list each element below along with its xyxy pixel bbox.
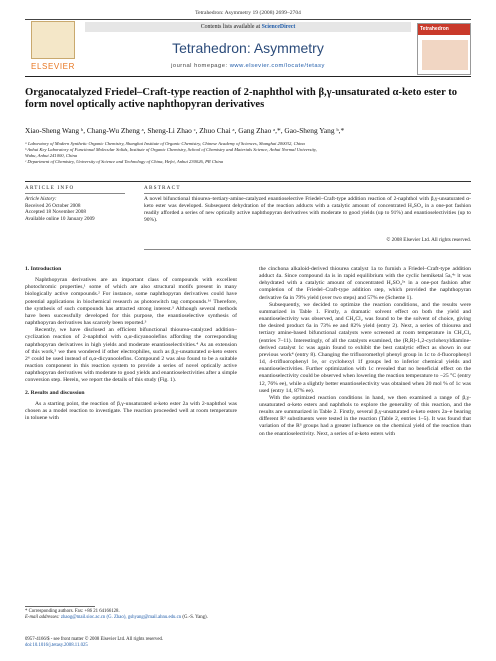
results-paragraph-2: Subsequently, we decided to optimize the reaction conditions, and the results were summarized in Table 1. Firstly, a dramatic solvent effect on both the yield and enantioselectivity was observed, and CH₂Cl₂ was found to be the solvent of choice, giving the desired product 6a in 73% ee and 82% yield (entry 2). Next, a series of thiourea and tertiary amine-based bifunctional catalysts were screened at room temperature in CH₂Cl₂ (entries 7–11). Interestingly, of all the catalysts examined, the (R,R)-1,2-cyclohexyldiamine-derived catalyst 1c was again found to exhibit the best catalytic effect as shown in our previous work⁴ (entry 8). Changing the trifluoromethyl phenyl group in 1c to 4-fluorophenyl 1d, 4-trifluorophenyl 1e, or cyclohexyl 1f groups led to inferior chemical yields and enantioselectivities. Further optimization with 1c revealed that no beneficial effect on the enantioselectivity could be observed when lowering the reaction temperature to −25 °C (entry 12, 76% ee), while a slightly better enantioselectivity was obtained when 20 mol % of 1c was used (entry 14, 87% ee). [259, 301, 471, 394]
email-links[interactable]: zhaog@mail.sioc.ac.cn (G. Zhao), gshyang@mail.ahnu.edu.cn [60, 615, 182, 620]
article-title: Organocatalyzed Friedel–Craft-type reaction of 2-naphthol with β,γ-unsaturated α-keto ester to form novel optically active naphthopyran derivatives [25, 87, 458, 111]
elsevier-wordmark: ELSEVIER [31, 62, 75, 71]
footnote-rule [25, 606, 95, 607]
cover-artwork [422, 40, 468, 70]
homepage-link[interactable]: www.elsevier.com/locate/tetasy [229, 63, 325, 69]
corresponding-note: * Corresponding authors. Fax: +86 21 64166128. [25, 609, 120, 614]
abstract-rule [144, 193, 471, 194]
online-date: Available online 10 January 2009 [25, 215, 95, 222]
running-head: Tetrahedron: Asymmetry 19 (2008) 2699–2704 [195, 10, 301, 16]
cover-title: Tetrahedron [420, 26, 449, 32]
journal-homepage [85, 63, 411, 69]
elsevier-logo[interactable] [25, 21, 81, 73]
banner-bottom-rule [25, 76, 471, 77]
accepted-date: Accepted 18 November 2008 [25, 209, 86, 216]
journal-banner [25, 19, 471, 77]
contents-availability [85, 22, 411, 32]
doi-link[interactable]: doi:10.1016/j.tetasy.2008.11.025 [25, 643, 88, 648]
header-divider [25, 181, 471, 182]
intro-paragraph-1: Naphthopyran derivatives are an important class of compounds with excellent photochromic properties,¹ some of which are also structural motifs present in many biologically active compounds.² For instance, some naphthopyran derivatives could have potential applications in biochemical research as photoswitch tag compounds.¹ᵈ Therefore, the synthesis of such compounds has attracted strong interest.³ Although several methods have been successfully developed for this purpose, the enantioselective synthesis of naphthopyran derivatives has scarcely been reported.³ [25, 277, 237, 327]
abstract-heading: ABSTRACT [144, 185, 181, 191]
abstract-copyright: © 2008 Elsevier Ltd. All rights reserved. [386, 237, 471, 243]
article-info-rule [25, 193, 125, 194]
abstract-bottom-rule [144, 249, 471, 250]
email-label: E-mail addresses: [25, 615, 60, 620]
article-info-heading: ARTICLE INFO [25, 185, 75, 191]
imprint-issn: 0957-4166/$ - see front matter © 2008 Elsevier Ltd. All rights reserved. [25, 637, 164, 642]
contents-prefix: Contents lists available at [200, 24, 262, 30]
affiliation-c: ᶜ Department of Chemistry, University of Science and Technology of China, Hefei, Anhui 230026, PR China [25, 159, 224, 164]
journal-title[interactable]: Tetrahedron: Asymmetry [172, 40, 324, 56]
imprint [25, 637, 285, 649]
results-paragraph-1: As a starting point, the reaction of β,γ-unsaturated α-keto ester 2a with 2-naphthol was chosen as a model reaction to investigate. The reaction proceeded well at room temperature in toluene with [25, 400, 237, 421]
banner-top-rule [25, 19, 471, 20]
affiliations [25, 141, 471, 165]
footnotes [25, 609, 237, 621]
email-note [25, 615, 237, 621]
section-heading-introduction: 1. Introduction [25, 266, 62, 272]
history-label: Article history: [25, 196, 57, 202]
abstract-text: A novel bifunctional thiourea–tertiary-amine-catalyzed enantioselective Friedel–Craft-type addition reaction of 2-naphthol with β,γ-unsaturated α-keto ester was developed. Subsequent dehydration of the reaction adducts with a catalytic amount of concentrated H₂SO₄ in a one-pot fashion readily afforded a series of new optically active naphthopyran derivatives with moderate to good yields (up to 91%) and enantioselectivities (up to 90%). [144, 196, 471, 223]
email-tail: (G.-S. Yang). [182, 615, 208, 620]
sciencedirect-link[interactable]: ScienceDirect [261, 24, 296, 30]
affiliation-a: ᵃ Laboratory of Modern Synthetic Organic Chemistry, Shanghai Institute of Organic Chemistry, Chinese Academy of Sciences, Shanghai 200032, China [25, 141, 305, 146]
intro-paragraph-2: Recently, we have disclosed an efficient bifunctional thiourea-catalyzed addition–cyclization reaction of 2-naphthol with α,α-dicyanoolefins affording the corresponding naphthopyran derivatives in high yields and moderate enantioselectivities.⁴ As an extension of this work,⁵ we then wondered if other electrophiles, such as β,γ-unsaturated α-keto esters 2⁶ could be used instead of α,α-dicyanoolefins. Compound 2 was also found to be a suitable reaction component in this reaction system to provide a series of novel optically active naphthopyran derivatives with moderate to good yields and enantioselectivities after a simple conversion step. Herein, we report the details of this study (Fig. 1). [25, 327, 237, 384]
affiliation-b: ᵇ Anhui Key Laboratory of Functional Molecular Solids, Institute of Organic Chemistry, School of Chemistry and Materials Science, Anhui Normal University, [25, 147, 317, 152]
article-history [25, 196, 135, 222]
author-list: Xiao-Sheng Wang ᵇ, Chang-Wu Zheng ᵃ, Sheng-Li Zhao ᶜ, Zhuo Chai ᵃ, Gang Zhao ᵃ,*, Gao-Sheng Yang ᵇ,* [25, 126, 345, 135]
section-heading-results: 2. Results and discussion [25, 389, 85, 396]
results-paragraph-3: With the optimized reaction conditions in hand, we then examined a range of β,γ-unsaturated α-keto esters and naphthols to explore the generality of this reaction, and the results are summarized in Table 2. Firstly, several β,γ-unsaturated α-keto esters 2a–e bearing different R³ substituents were tested in the reaction (Table 2, entries 1–5). It was found that variation of the R³ groups had a greater influence on the chemical yield of the reaction than on the enantioselectivity. Next, a series of α-keto esters with [259, 394, 471, 437]
body-column-right [259, 266, 471, 438]
elsevier-tree-icon [31, 21, 75, 59]
affiliation-b-cont: Wuhu, Anhui 241000, China [25, 153, 78, 158]
body-column-left [25, 266, 237, 422]
received-date: Received 26 October 2008 [25, 202, 81, 209]
journal-cover-thumbnail[interactable] [417, 23, 471, 75]
results-paragraph-1-cont: the cinchona alkaloid-derived thiourea catalyst 1a to furnish a Friedel–Craft-type addition adduct 4a. Since compound 4a is in rapid equilibrium with the cyclic hemiketal 5a,⁴ᶜ it was dehydrated with a catalytic amount of concentrated H₂SO₄⁵ᵃ in a one-pot fashion after completion of the Friedel–Craft-type addition step, which provided the naphthopyran derivative 6a in 79% yield (over two steps) and 57% ee (Scheme 1). [259, 266, 471, 301]
homepage-prefix: journal homepage: [171, 63, 230, 69]
